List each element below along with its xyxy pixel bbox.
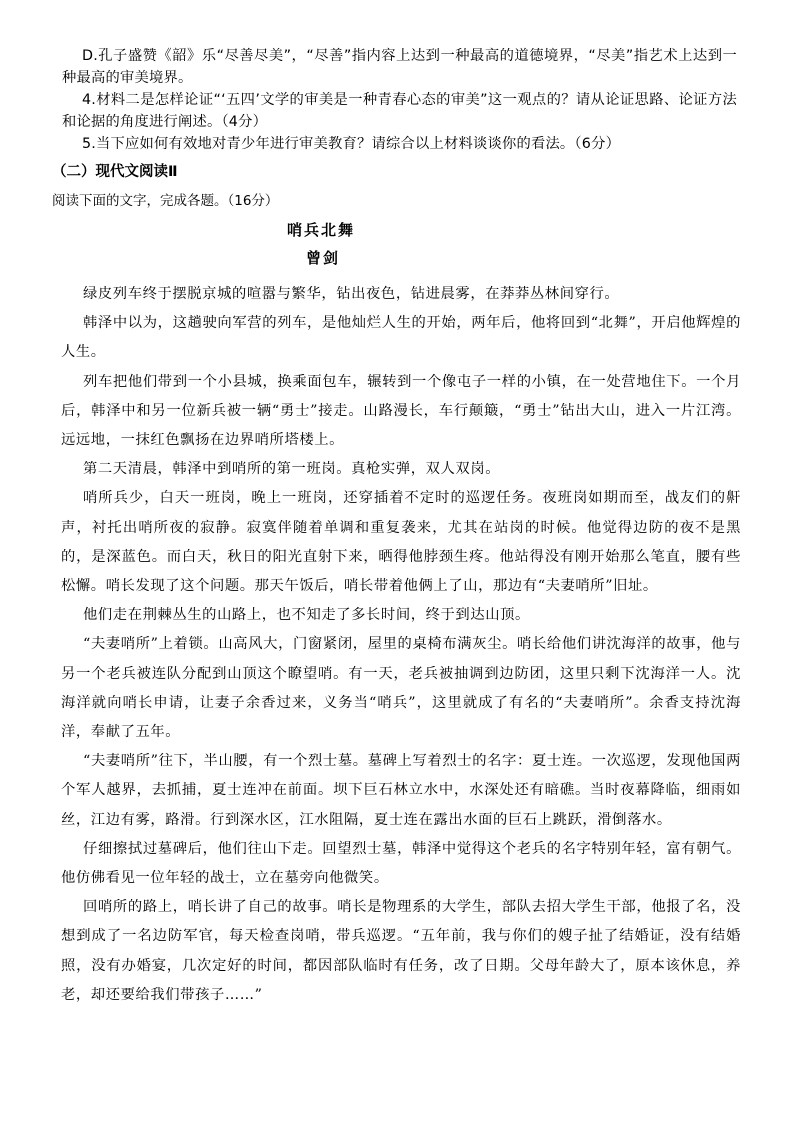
story-paragraph: 列车把他们带到一个小县城，换乘面包车，辗转到一个像屯子一样的小镇，在一处营地住下。一个月后，韩泽中和另一位新兵被一辆“勇士”接走。山路漫长，车行颠簸，“勇士”钻出大山，进入一片江湾。远远地，一抹红色飘扬在边界哨所塔楼上。: [61, 373, 741, 449]
story-paragraph: 韩泽中以为，这趟驶向军营的列车，是他灿烂人生的开始，两年后，他将回到“北舞”，开启他辉煌的人生。: [61, 315, 741, 361]
story-paragraph: 仔细擦拭过墓碑后，他们往山下走。回望烈士墓，韩泽中觉得这个老兵的名字特别年轻，富有朝气。他仿佛看见一位年轻的战士，立在墓旁向他微笑。: [61, 840, 741, 887]
question-4-text: 4.材料二是怎样论证“‘五四’文学的审美是一种青春心态的审美”这一观点的？请从论证思路、论证方法和论据的角度进行阐述。（4分）: [62, 92, 737, 130]
story-paragraph: 他们走在荆棘丛生的山路上，也不知走了多长时间，终于到达山顶。: [83, 607, 530, 624]
section-instruction: 阅读下面的文字，完成各题。（16分）: [52, 193, 279, 209]
option-d-text: D.孔子盛赞《韶》乐“尽善尽美”，“尽善”指内容上达到一种最高的道德境界，“尽美”指艺术上达到一种最高的审美境界。: [62, 48, 737, 86]
story-paragraph: “夫妻哨所”往下，半山腰，有一个烈士墓。墓碑上写着烈士的名字：夏士连。一次巡逻，发现他国两个军人越界，去抓捕，夏士连冲在前面。坝下巨石林立水中，水深处还有暗礁。当时夜幕降临，细雨如丝，江边有雾，路滑。行到深水区，江水阻隔，夏士连在露出水面的巨石上跳跃，滑倒落水。: [61, 753, 741, 828]
story-body: [61, 280, 741, 1010]
story-paragraph: 回哨所的路上，哨长讲了自己的故事。哨长是物理系的大学生，部队去招大学生干部，他报了名，没想到成了一名边防军官，每天检查岗哨，带兵巡逻。“五年前，我与你们的嫂子扯了结婚证，没有结婚照，没有办婚宴，几次定好的时间，都因部队临时有任务，改了日期。父母年龄大了，原本该休息，养老，却还要给我们带孩子……”: [61, 899, 741, 1003]
question-5-text: 5.当下应如何有效地对青少年进行审美教育？请综合以上材料谈谈你的看法。（6分）: [82, 136, 621, 152]
story-author: 曾剑: [306, 249, 341, 267]
section-heading: （二）现代文阅读Ⅱ: [52, 164, 178, 180]
question-block: [62, 45, 737, 155]
story-paragraph: 哨所兵少，白天一班岗，晚上一班岗，还穿插着不定时的巡逻任务。夜班岗如期而至，战友们的鼾声，衬托出哨所夜的寂静。寂寞伴随着单调和重复袭来，尤其在站岗的时候。他觉得边防的夜不是黑的，是深蓝色。而白天，秋日的阳光直射下来，晒得他脖颈生疼。他站得没有刚开始那么笔直，腰有些松懈。哨长发现了这个问题。那天午饭后，哨长带着他俩上了山，那边有“夫妻哨所”旧址。: [61, 490, 741, 595]
story-title: 哨兵北舞: [287, 221, 356, 239]
story-paragraph: “夫妻哨所”上着锁。山高风大，门窗紧闭，屋里的桌椅布满灰尘。哨长给他们讲沈海洋的故事，他与另一个老兵被连队分配到山顶这个瞭望哨。有一天，老兵被抽调到边防团，这里只剩下沈海洋一人。沈海洋就向哨长申请，让妻子余香过来，义务当“哨兵”，这里就成了有名的“夫妻哨所”。余香支持沈海洋，奉献了五年。: [61, 636, 741, 741]
story-paragraph: 第二天清晨，韩泽中到哨所的第一班岗。真枪实弹，双人双岗。: [83, 461, 501, 478]
story-paragraph: 绿皮列车终于摆脱京城的喧嚣与繁华，钻出夜色，钻进晨雾，在莽莽丛林间穿行。: [83, 286, 620, 302]
